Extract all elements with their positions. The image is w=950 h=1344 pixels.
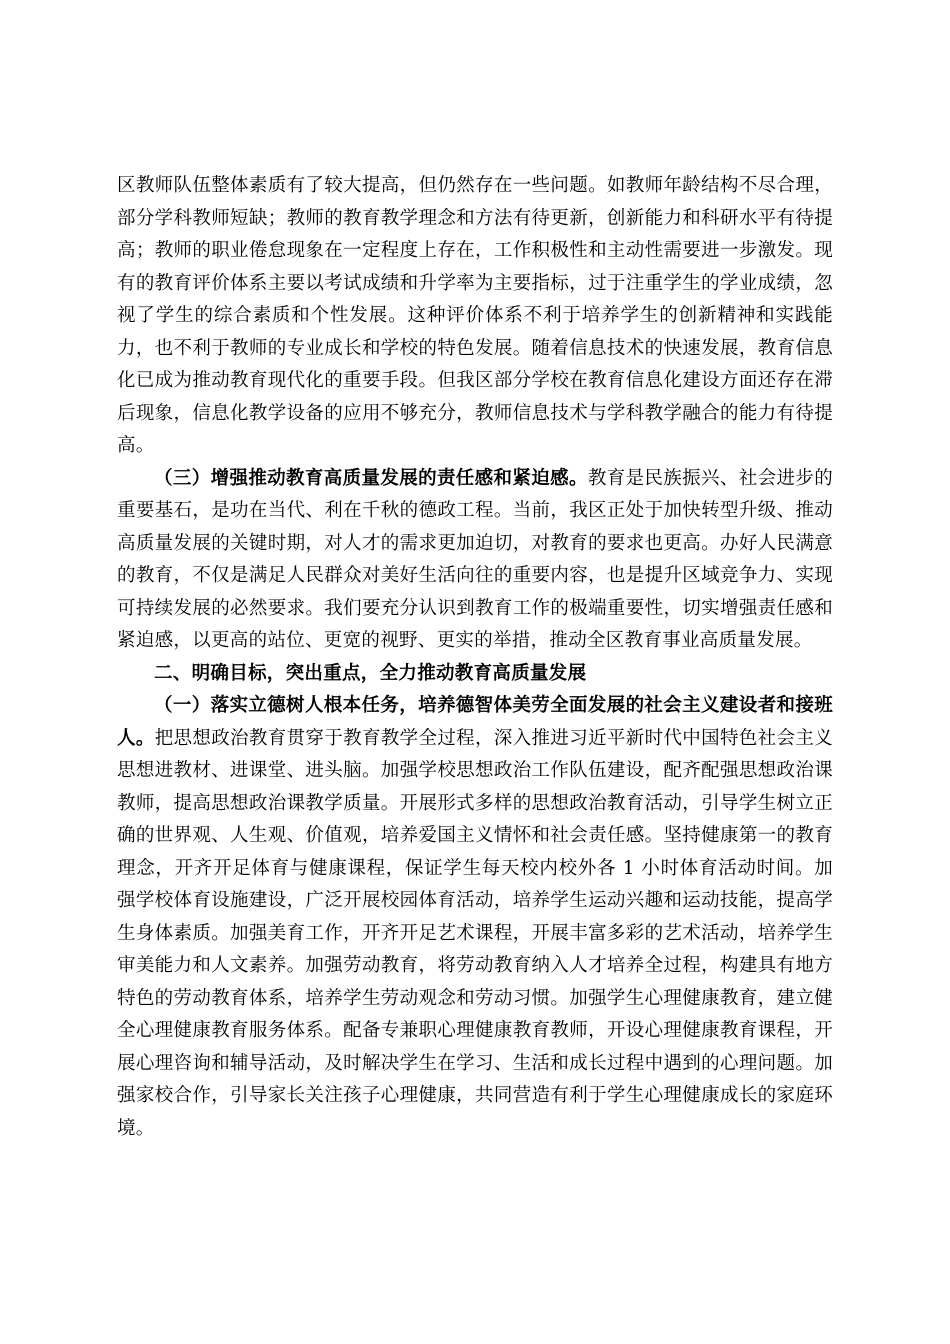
paragraph-teachers-issues: 区教师队伍整体素质有了较大提高，但仍然存在一些问题。如教师年龄结构不尽合理，部分学科教师短缺；教师的教育教学理念和方法有待更新，创新能力和科研水平有待提高；教师的职业倦怠现象在一定程度上存在，工作积极性和主动性需要进一步激发。现有的教育评价体系主要以考试成绩和升学率为主要指标，过于注重学生的学业成绩，忽视了学生的综合素质和个性发展。这种评价体系不利于培养学生的创新精神和实践能力，也不利于教师的专业成长和学校的特色发展。随着信息技术的快速发展，教育信息化已成为推动教育现代化的重要手段。但我区部分学校在教育信息化建设方面还存在滞后现象，信息化教学设备的应用不够充分，教师信息技术与学科教学融合的能力有待提高。 [117, 175, 833, 456]
paragraph-responsibility [117, 463, 833, 658]
section-title-2: 二、明确目标，突出重点，全力推动教育高质量发展 [154, 662, 587, 684]
paragraph-body: 教育是民族振兴、社会进步的重要基石，是功在当代、利在千秋的德政工程。当前，我区正处于加快转型升级、推动高质量发展的关键时期，对人才的需求更加迫切，对教育的要求也更高。办好人民满意的教育，不仅是满足人民群众对美好生活向往的重要内容，也是提升区域竞争力、实现可持续发展的必然要求。我们要充分认识到教育工作的极端重要性，切实增强责任感和紧迫感，以更高的站位、更宽的视野、更实的举措，推动全区教育事业高质量发展。 [117, 467, 833, 651]
paragraph-heading-1: （一）落实立德树人根本任务，培养德智体美劳全面发展的社会主义建设者和接班人。 [117, 695, 833, 749]
paragraph-body: 把思想政治教育贯穿于教育教学全过程，深入推进习近平新时代中国特色社会主义思想进教材、进课堂、进头脑。加强学校思想政治工作队伍建设，配齐配强思想政治课教师，提高思想政治课教学质量。开展形式多样的思想政治教育活动，引导学生树立正确的世界观、人生观、价值观，培养爱国主义情怀和社会责任感。坚持健康第一的教育理念，开齐开足体育与健康课程，保证学生每天校内校外各 1 小时体育活动时间。加强学校体育设施建设，广泛开展校园体育活动，培养学生运动兴趣和运动技能，提高学生身体素质。加强美育工作，开齐开足艺术课程，开展丰富多彩的艺术活动，培养学生审美能力和人文素养。加强劳动教育，将劳动教育纳入人才培养全过程，构建具有地方特色的劳动教育体系，培养学生劳动观念和劳动习惯。加强学生心理健康教育，建立健全心理健康教育服务体系。配备专兼职心理健康教育教师，开设心理健康教育课程，开展心理咨询和辅导活动，及时解决学生在学习、生活和成长过程中遇到的心理问题。加强家校合作，引导家长关注孩子心理健康，共同营造有利于学生心理健康成长的家庭环境。 [117, 727, 833, 1139]
paragraph-heading-3: （三）增强推动教育高质量发展的责任感和紧迫感。 [154, 467, 588, 489]
paragraph-moral-education [117, 690, 833, 1145]
document-page [117, 170, 833, 1145]
